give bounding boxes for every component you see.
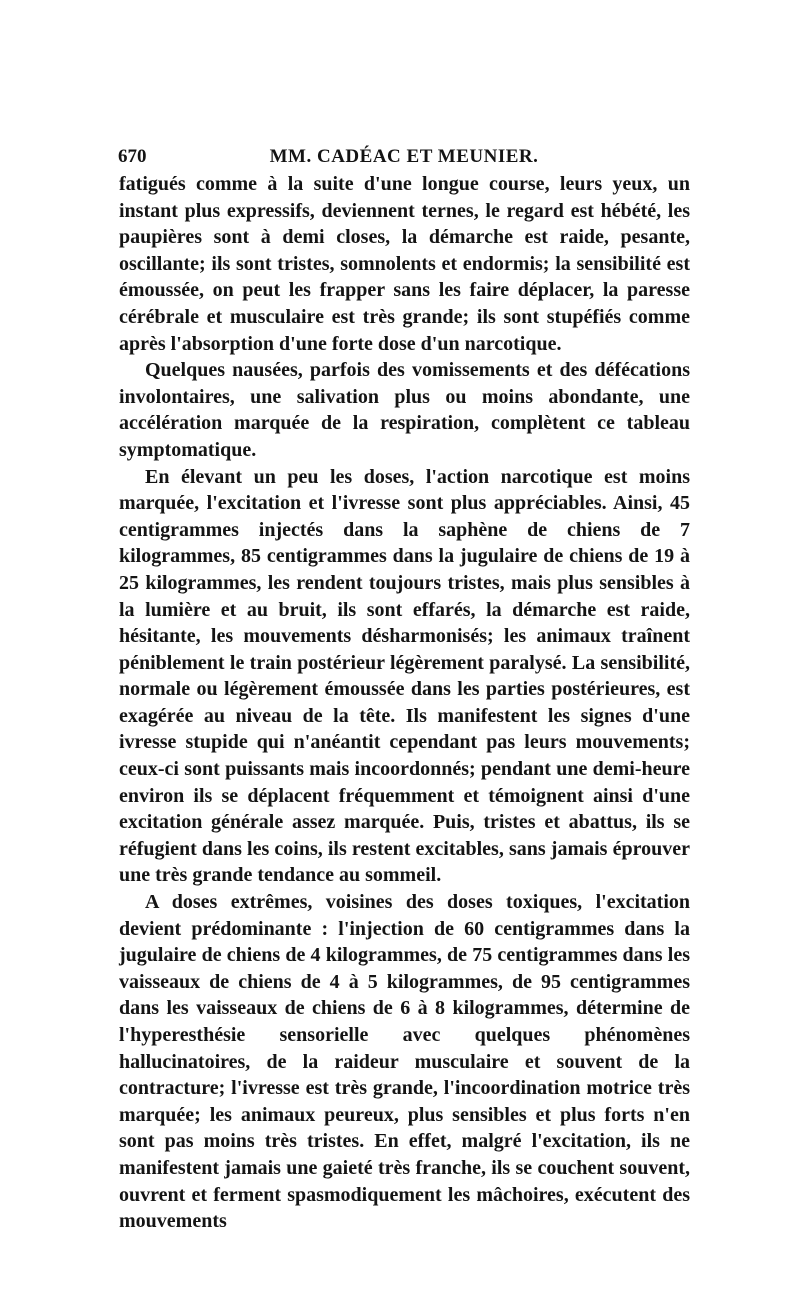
running-title: MM. CADÉAC ET MEUNIER. [269, 146, 539, 167]
running-head [118, 142, 690, 172]
paragraph-extreme-doses: A doses extrêmes, voisines des doses toxiques, l'excitation devient prédominante : l'injection de 60 centigrammes dans la jugulaire de chiens de 4 kilogrammes, de 75 centigrammes dans les vaisseaux de chiens de 4 à 5 kilogrammes, de 95 centigrammes dans les vaisseaux de chiens de 6 à 8 kilogrammes, détermine de l'hyperesthésie sensorielle avec quelques phénomènes hallucinatoires, de la raideur musculaire et souvent de la contracture; l'ivresse est très grande, l'incoordination motrice très marquée; les animaux peureux, plus sensibles et plus forts n'en sont pas moins très tristes. En effet, malgré l'excitation, ils ne manifestent jamais une gaieté très franche, ils se couchent souvent, ouvrent et ferment spasmodiquement les mâchoires, exécutent des mouvements [119, 891, 690, 1233]
body-text [119, 171, 690, 1235]
paragraph-moderate-doses: En élevant un peu les doses, l'action narcotique est moins marquée, l'excitation et l'ivresse sont plus appréciables. Ainsi, 45 centigrammes injectés dans la saphène de chiens de 7 kilogrammes, 85 centigrammes dans la jugulaire de chiens de 19 à 25 kilogrammes, les rendent toujours tristes, mais plus sensibles à la lumière et au bruit, ils sont effarés, la démarche est raide, hésitante, les mouvements désharmonisés; les animaux traînent péniblement le train postérieur légèrement paralysé. La sensibilité, normale ou légèrement émoussée dans les parties postérieures, est exagérée au niveau de la tête. Ils manifestent les signes d'une ivresse stupide qui n'anéantit cependant pas leurs mouvements; ceux-ci sont puissants mais incoordonnés; pendant une demi-heure environ ils se déplacent fréquemment et témoignent ainsi d'une excitation générale assez marquée. Puis, tristes et abattus, ils se réfugient dans les coins, ils restent excitables, sans jamais éprouver une très grande tendance au sommeil. [119, 465, 690, 887]
page-number: 670 [118, 146, 147, 167]
paragraph-nausea: Quelques nausées, parfois des vomissements et des défécations involontaires, une salivation plus ou moins abondante, une accélération marquée de la respiration, complètent ce tableau symptomatique. [119, 359, 690, 461]
paragraph-continuation: fatigués comme à la suite d'une longue course, leurs yeux, un instant plus expressifs, deviennent ternes, le regard est hébété, les paupières sont à demi closes, la démarche est raide, pesante, oscillante; ils sont tristes, somnolents et endormis; la sensibilité est émoussée, on peut les frapper sans les faire déplacer, la paresse cérébrale et musculaire est très grande; ils sont stupéfiés comme après l'absorption d'une forte dose d'un narcotique. [119, 173, 690, 355]
